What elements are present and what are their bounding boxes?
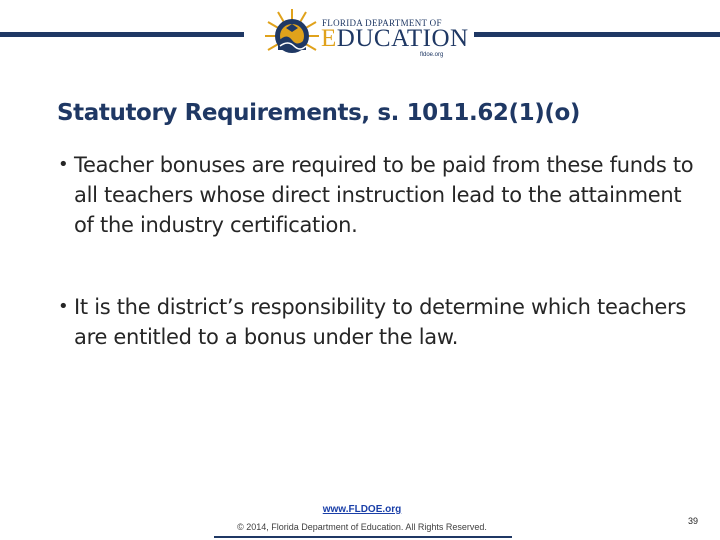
header-rule-right: [474, 32, 720, 37]
fldoe-logo[interactable]: [262, 6, 469, 64]
bullet-dot-icon: •: [58, 296, 69, 317]
sun-emblem-icon: [262, 6, 322, 64]
slide-title: Statutory Requirements, s. 1011.62(1)(o): [57, 100, 580, 126]
footer-url-link[interactable]: www.FLDOE.org: [322, 504, 402, 515]
logo-text-ducation: DUCATION: [336, 25, 469, 52]
logo-text-education: [321, 25, 469, 53]
header-rule-left: [0, 32, 244, 37]
footer-copyright: © 2014, Florida Department of Education. All Rights Reserved.: [237, 522, 487, 532]
logo-text-e: E: [321, 25, 337, 52]
footer-rule: [214, 536, 512, 538]
logo-text-department: FLORIDA DEPARTMENT OF: [322, 18, 442, 28]
bullet-list: [57, 150, 697, 352]
bullet-text: It is the district’s responsibility to determine which teachers are entitled to a bonus under the law.: [74, 295, 686, 349]
logo-text-url: fldoe.org: [420, 52, 444, 58]
bullet-item: [57, 292, 697, 352]
bullet-dot-icon: •: [58, 154, 69, 175]
bullet-text: Teacher bonuses are required to be paid from these funds to all teachers whose direct instruction lead to the attainment of the industry certification.: [74, 153, 694, 237]
page-number: 39: [688, 516, 699, 526]
bullet-item: [57, 150, 697, 240]
